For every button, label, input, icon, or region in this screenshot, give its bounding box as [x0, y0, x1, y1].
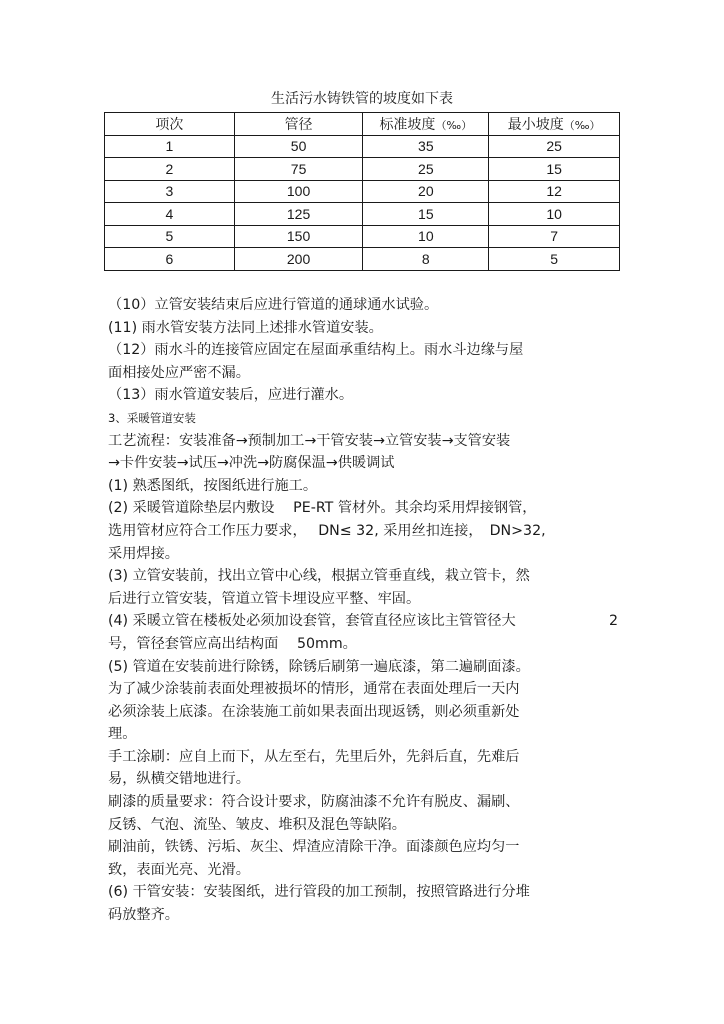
cell-item: 4: [105, 203, 235, 226]
step-2-line3: 采用焊接。: [108, 545, 179, 562]
paragraph-12-line2: 面相接处应严密不漏。: [108, 364, 250, 381]
cell-diameter: 75: [234, 158, 363, 181]
step-1: (1) 熟悉图纸，按图纸进行施工。: [108, 477, 318, 494]
process-flow-line1: 工艺流程：安装准备→预制加工→干管安装→立管安装→支管安装: [108, 432, 511, 449]
paint-quality-line2: 反锈、气泡、流坠、皱皮、堆积及混色等缺陷。: [108, 816, 406, 833]
cell-standard: 8: [363, 248, 489, 271]
cell-standard: 25: [363, 158, 489, 181]
cell-minimum: 25: [489, 135, 620, 158]
header-standard-label: 标准坡度: [379, 116, 436, 133]
step-5-line2: 为了减少涂装前表面处理被损坏的情形，通常在表面处理后一天内: [108, 681, 520, 698]
cell-minimum: 5: [489, 248, 620, 271]
step-4-line1-text: (4) 采暖立管在楼板处必须加设套管，套管直径应该比主管管径大: [108, 613, 516, 630]
cell-minimum: 7: [489, 225, 620, 248]
header-standard-unit: （‰）: [435, 118, 473, 132]
step-4-line1: [108, 610, 618, 633]
cell-diameter: 150: [234, 225, 363, 248]
step-2-line2: 选用管材应符合工作压力要求， DN≤ 32, 采用丝扣连接， DN>32,: [108, 522, 546, 539]
table-row: [105, 203, 620, 226]
cell-diameter: 125: [234, 203, 363, 226]
cell-item: 2: [105, 158, 235, 181]
pre-painting-line2: 致，表面光亮、光滑。: [108, 861, 250, 878]
step-4-line2: 号，管径套管应高出结构面 50mm。: [108, 635, 357, 652]
cell-diameter: 100: [234, 180, 363, 203]
step-4-line1-end: 2: [608, 613, 618, 630]
step-6-line1: (6) 干管安装：安装图纸，进行管段的加工预制，按照管路进行分堆: [108, 884, 530, 901]
table-title: 生活污水铸铁管的坡度如下表: [271, 91, 453, 107]
cell-minimum: 12: [489, 180, 620, 203]
cell-standard: 20: [363, 180, 489, 203]
manual-brushing-line2: 易，纵横交错地进行。: [108, 771, 250, 788]
step-5-line1: (5) 管道在安装前进行除锈，除锈后刷第一遍底漆，第二遍刷面漆。: [108, 658, 530, 675]
manual-brushing-line1: 手工涂刷：应自上而下，从左至右，先里后外，先斜后直，先难后: [108, 748, 520, 765]
pre-painting-line1: 刷油前，铁锈、污垢、灰尘、焊渣应清除干净。面漆颜色应均匀一: [108, 839, 520, 856]
step-5-line3: 必须涂装上底漆。在涂装施工前如果表面出现返锈，则必须重新处: [108, 703, 520, 720]
header-diameter: 管径: [234, 113, 363, 136]
paragraph-12-line1: （12）雨水斗的连接管应固定在屋面承重结构上。雨水斗边缘与屋: [108, 342, 524, 359]
cell-item: 1: [105, 135, 235, 158]
paragraph-10: （10）立管安装结束后应进行管道的通球通水试验。: [108, 297, 439, 313]
cell-item: 6: [105, 248, 235, 271]
step-6-line2: 码放整齐。: [108, 907, 179, 924]
paragraph-11: (11) 雨水管安装方法同上述排水管道安装。: [108, 319, 383, 336]
process-flow-line2: →卡件安装→试压→冲洗→防腐保温→供暖调试: [108, 455, 395, 472]
table-row: [105, 135, 620, 158]
step-2-line1: (2) 采暖管道除垫层内敷设 PE-RT 管材外。其余均采用焊接钢管，: [108, 500, 537, 517]
cell-standard: 10: [363, 225, 489, 248]
cell-standard: 15: [363, 203, 489, 226]
table-row: [105, 158, 620, 181]
cell-minimum: 10: [489, 203, 620, 226]
header-minimum-unit: （‰）: [563, 118, 601, 132]
header-minimum-label: 最小坡度: [507, 116, 564, 133]
cell-diameter: 200: [234, 248, 363, 271]
cell-diameter: 50: [234, 135, 363, 158]
table-row: [105, 248, 620, 271]
step-5-line4: 理。: [108, 726, 137, 743]
header-minimum-slope: [489, 113, 620, 136]
paint-quality-line1: 刷漆的质量要求：符合设计要求，防腐油漆不允许有脱皮、漏刷、: [108, 794, 520, 811]
table-row: [105, 180, 620, 203]
cell-item: 5: [105, 225, 235, 248]
slope-table: [104, 112, 620, 271]
step-3-line1: (3) 立管安装前，找出立管中心线，根据立管垂直线，栽立管卡，然: [108, 568, 530, 585]
cell-item: 3: [105, 180, 235, 203]
table-header-row: [105, 113, 620, 136]
cell-standard: 35: [363, 135, 489, 158]
header-item: 项次: [105, 113, 235, 136]
table-row: [105, 225, 620, 248]
step-3-line2: 后进行立管安装，管道立管卡埋设应平整、牢固。: [108, 590, 421, 607]
paragraph-13: （13）雨水管道安装后，应进行灌水。: [108, 387, 354, 404]
body-text: [108, 294, 618, 927]
cell-minimum: 15: [489, 158, 620, 181]
section-heading-heating: 3、采暖管道安装: [108, 410, 196, 425]
header-standard-slope: [363, 113, 489, 136]
